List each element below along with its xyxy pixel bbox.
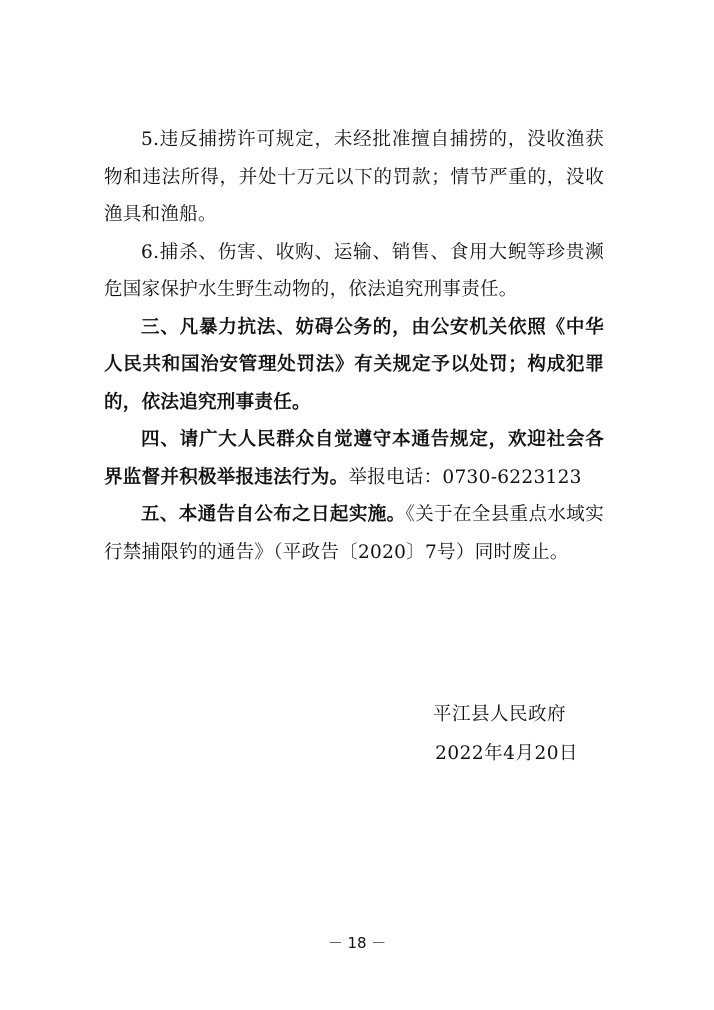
- issuing-organization: 平江县人民政府: [432, 704, 566, 725]
- paragraph-item-5: 5.违反捕捞许可规定，未经批准擅自捕捞的，没收渔获物和违法所得，并处十万元以下的罚款；情节严重的，没收渔具和渔船。: [104, 129, 604, 225]
- document-body: [104, 121, 604, 571]
- paragraph-item-6: 6.捕杀、伤害、收购、运输、销售、食用大鲵等珍贵濒危国家保护水生野生动物的，依法追究刑事责任。: [104, 241, 604, 300]
- page-number: － 18 －: [327, 934, 387, 952]
- section-four-main-text: 四、请广大人民群众自觉遵守本通告规定，欢迎社会各界监督并积极举报违法行为。: [104, 429, 604, 488]
- report-phone-text: 举报电话：0730-6223123: [348, 466, 582, 488]
- paragraph-section-four: [104, 421, 604, 496]
- paragraph-section-three: 三、凡暴力抗法、妨碍公务的，由公安机关依照《中华人民共和国治安管理处罚法》有关规定予以处罚；构成犯罪的，依法追究刑事责任。: [104, 316, 604, 413]
- issue-date: 2022年4月20日: [435, 743, 578, 764]
- section-five-main-text: 五、本通告自公布之日起实施。: [141, 504, 406, 525]
- paragraph-section-five: [104, 496, 604, 571]
- repeal-notice-text: 《关于在全县重点水域实行禁捕限钓的通告》（平政告〔2020〕7号）同时废止。: [104, 504, 604, 563]
